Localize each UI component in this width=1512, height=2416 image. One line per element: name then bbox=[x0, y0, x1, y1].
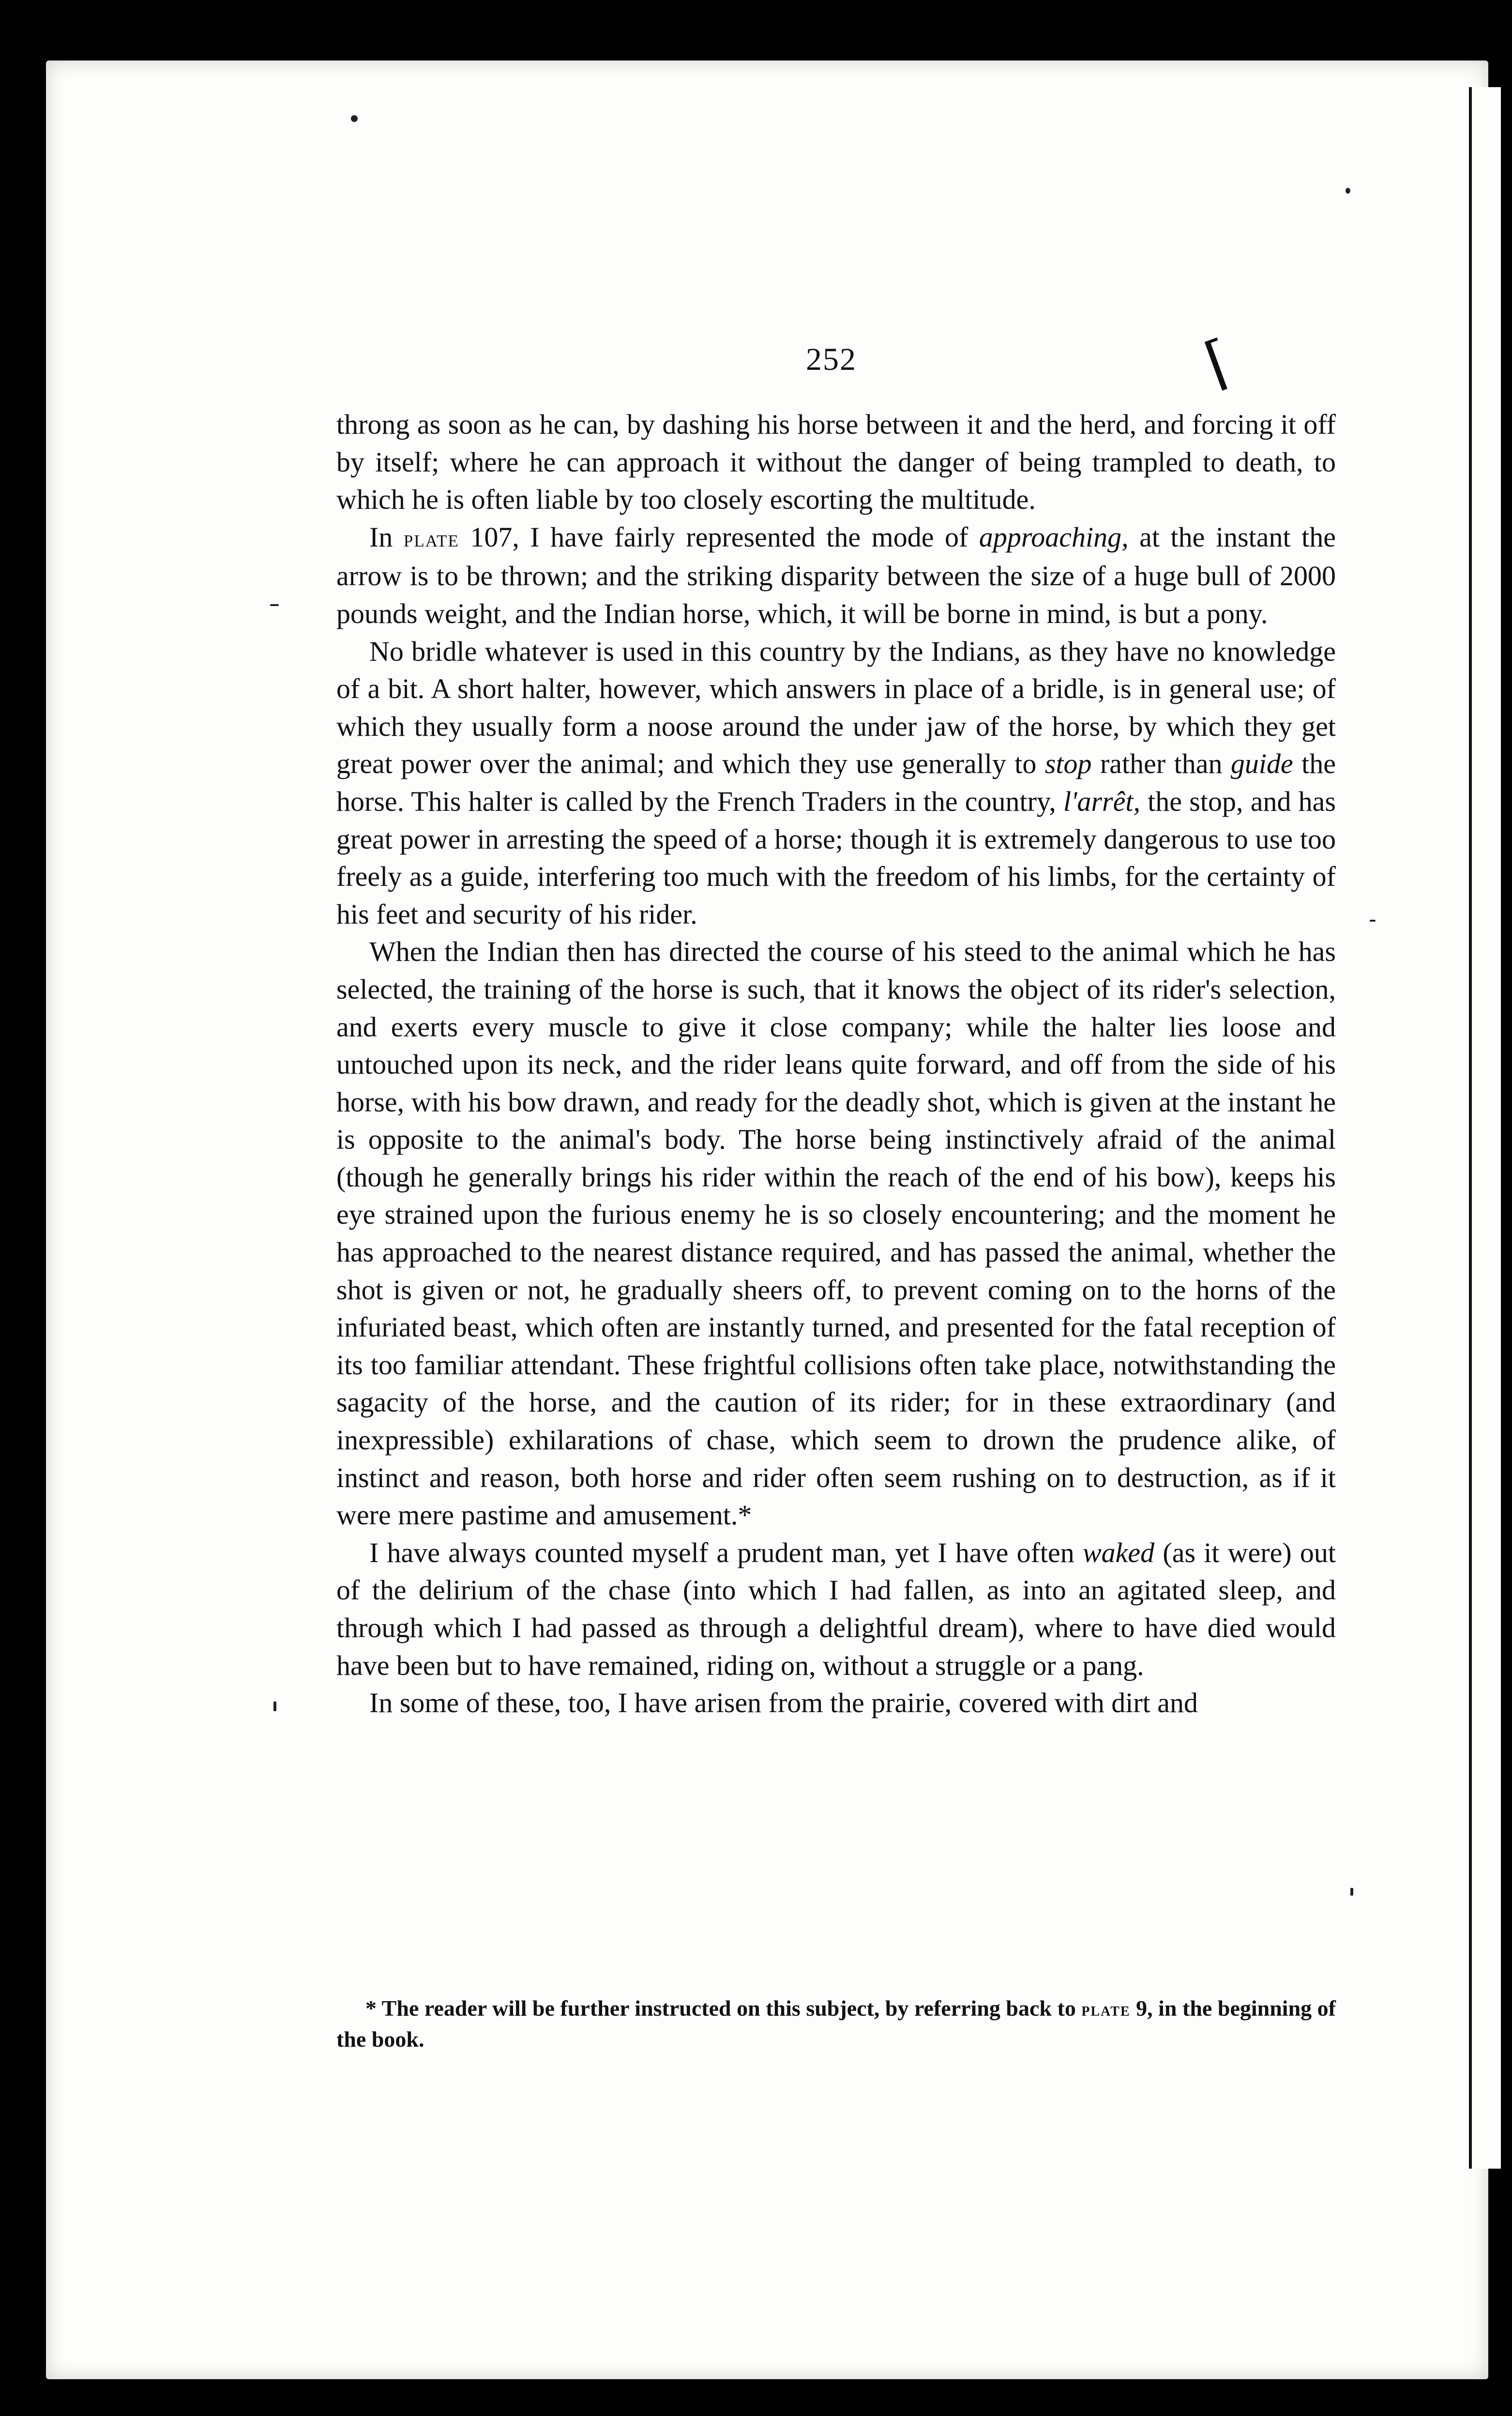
scan-speck bbox=[351, 115, 358, 122]
emphasis: waked bbox=[1083, 1536, 1155, 1568]
footnote bbox=[336, 1993, 1336, 2054]
text-run: 107, I have fairly represented the mode of bbox=[459, 521, 979, 553]
paragraph-5 bbox=[336, 1534, 1336, 1684]
text-run: In bbox=[369, 521, 404, 553]
paragraph-3 bbox=[336, 633, 1336, 933]
emphasis: guide bbox=[1230, 748, 1293, 780]
scan-speck bbox=[270, 604, 279, 606]
paragraph-6: In some of these, too, I have arisen from the prairie, covered with dirt and bbox=[369, 1687, 1198, 1719]
text-run: I have always counted myself a prudent man, yet I have often bbox=[369, 1536, 1083, 1568]
scan-speck bbox=[273, 1702, 276, 1711]
text-run: (as it were) out of the delirium of the chase (into which I had fallen, as into an agitated sleep, and through which I had passed as through a delightful dream), where to have died would have been but to have remained, riding on, without a struggle or a pang. bbox=[336, 1536, 1336, 1681]
paragraph-2 bbox=[336, 518, 1336, 633]
emphasis: approaching, bbox=[979, 521, 1129, 553]
scan-speck bbox=[1346, 188, 1350, 194]
text-run: * The reader will be further instructed on this subject, by referring back to bbox=[365, 1996, 1082, 2021]
text-run: the stop, and has great power in arresting the speed of a horse; though it is extremely dangerous to use too freely as a guide, interfering too much with the freedom of his limbs, for the certainty of his feet and security of his rider. bbox=[336, 785, 1336, 930]
text-run: 9, in the beginning of the book. bbox=[336, 1996, 1336, 2051]
adjacent-page-edge bbox=[1469, 87, 1501, 2169]
text-run: rather than bbox=[1091, 748, 1231, 780]
text-run: at the instant the arrow is to be thrown; and the striking disparity between the size of a huge bull of 2000 pounds weight, and the Indian horse, which, it will be borne in mind, is but a pony. bbox=[336, 521, 1336, 629]
emphasis: l'arrêt, bbox=[1063, 785, 1140, 817]
plate-reference: plate bbox=[1081, 1999, 1131, 2020]
text-run: the horse. This halter is called by the French Traders in the country, bbox=[336, 748, 1336, 817]
plate-reference: plate bbox=[403, 525, 459, 552]
paragraph-1: throng as soon as he can, by dashing his horse between it and the herd, and forcing it off by itself; where he can approach it without the danger of being trampled to death, to which he is often liable by too closely escorting the multitude. bbox=[336, 409, 1336, 516]
page-number: 252 bbox=[806, 342, 857, 377]
scan-speck bbox=[1370, 920, 1376, 922]
text-run: No bridle whatever is used in this country by the Indians, as they have no knowledge of a bit. A short halter, however, which answers in place of a bridle, is in general use; of which they usually form a noose around the under jaw of the horse, by which they get great power over the animal; and which they use generally to bbox=[336, 635, 1336, 780]
body-text bbox=[336, 406, 1336, 1722]
scan-speck bbox=[1350, 1888, 1353, 1896]
emphasis: stop bbox=[1044, 748, 1092, 780]
paragraph-4: When the Indian then has directed the course of his steed to the animal which he has selected, the training of the horse is such, that it knows the object of its rider's selection, and exerts every muscle to give it close company; while the halter lies loose and untouched upon its neck, and the rider leans quite forward, and off from the side of his horse, with his bow drawn, and ready for the deadly shot, which is given at the instant he is opposite to the animal's body. The horse being instinctively afraid of the animal (though he generally brings his rider within the reach of the end of his bow), keeps his eye strained upon the furious enemy he is so closely encountering; and the moment he has approached to the nearest distance required, and has passed the animal, whether the shot is given or not, he gradually sheers off, to prevent coming on to the horns of the infuriated beast, which often are instantly turned, and presented for the fatal reception of its too familiar attendant. These frightful collisions often take place, notwithstanding the sagacity of the horse, and the caution of its rider; for in these extraordinary (and inexpressible) exhilarations of chase, which seem to drown the prudence alike, of instinct and reason, both horse and rider often seem rushing on to destruction, as if it were mere pastime and amusement.* bbox=[336, 936, 1336, 1531]
margin-mark: ⌈ bbox=[1197, 329, 1241, 397]
